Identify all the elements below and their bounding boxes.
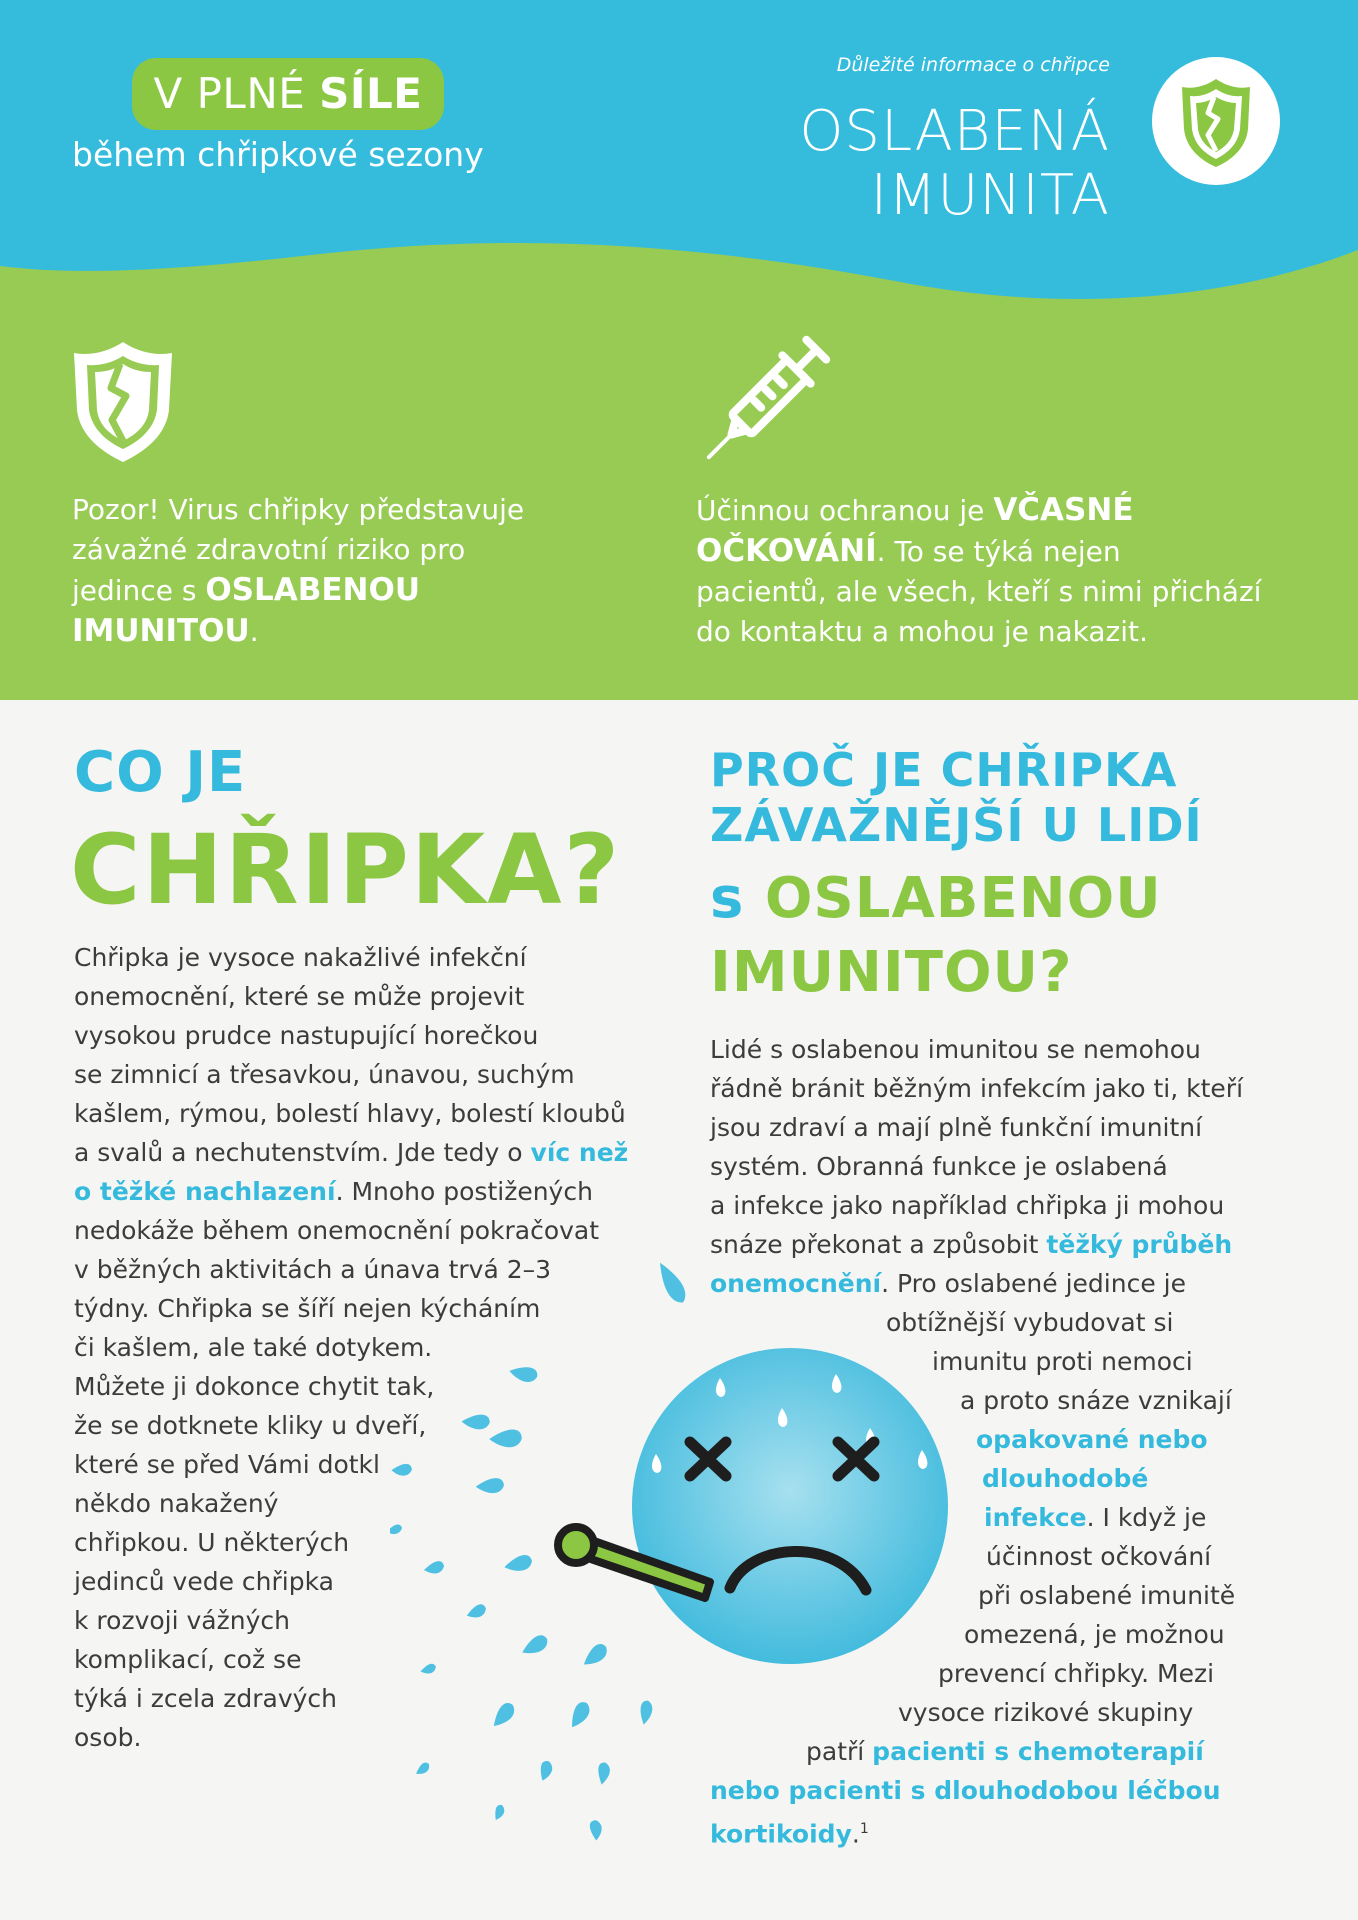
intro-right-line: pacientů, ale všech, kteří s nimi přichází xyxy=(696,575,1262,608)
body-line: komplikací, což se xyxy=(74,1645,302,1674)
badge-text: V PLNÉ xyxy=(153,69,306,118)
topic-label: Důležité informace o chřipce xyxy=(836,54,1110,76)
text: . xyxy=(249,615,259,648)
body-line: týká i zcela zdravých xyxy=(74,1684,338,1713)
section-right-heading-line-4: IMUNITOU? xyxy=(710,940,1073,1005)
emphasis: IMUNITOU xyxy=(72,613,250,649)
section-right-body xyxy=(710,1030,1243,1853)
text: Účinnou ochranou je xyxy=(696,494,994,527)
body-line: Chřipka je vysoce nakažlivé infekční xyxy=(74,943,527,972)
body-line: prevencí chřipky. Mezi xyxy=(938,1659,1215,1688)
intro-right-line: do kontaktu a mohou je nakazit. xyxy=(696,615,1148,648)
intro-left-line xyxy=(72,570,592,611)
cracked-shield-icon xyxy=(68,338,178,468)
badge-bold-text: SÍLE xyxy=(319,69,423,118)
body-line: a infekce jako například chřipka ji mohou xyxy=(710,1191,1225,1220)
emphasis: OČKOVÁNÍ xyxy=(696,533,877,569)
body-line: Lidé s oslabenou imunitou se nemohou xyxy=(710,1035,1201,1064)
title-line-1: OSLABENÁ xyxy=(799,99,1110,164)
body-line: kašlem, rýmou, bolestí hlavy, bolestí kloubů xyxy=(74,1099,626,1128)
body-line: při oslabené imunitě xyxy=(978,1581,1236,1610)
body-line: chřipkou. U některých xyxy=(74,1528,350,1557)
text: . I když je xyxy=(1086,1503,1207,1532)
text: jedince s xyxy=(72,574,206,607)
page-title xyxy=(799,100,1110,228)
intro-right-text xyxy=(696,490,1286,652)
body-line xyxy=(710,1498,1243,1537)
highlight: onemocnění xyxy=(710,1269,882,1298)
text: snáze překonat a způsobit xyxy=(710,1230,1047,1259)
section-right-heading-line-1: PROČ JE CHŘIPKA xyxy=(710,743,1178,797)
emphasis: VČASNÉ xyxy=(993,492,1134,528)
syringe-icon xyxy=(694,332,834,472)
body-line: k rozvoji vážných xyxy=(74,1606,290,1635)
body-line xyxy=(74,1172,628,1211)
intro-left-text xyxy=(72,490,592,652)
text: a svalů a nechutenstvím. Jde tedy o xyxy=(74,1138,531,1167)
highlight: víc než xyxy=(530,1138,629,1167)
body-line: někdo nakažený xyxy=(74,1489,279,1518)
body-line: onemocnění, které se může projevit xyxy=(74,982,525,1011)
body-line: jedinců vede chřipka xyxy=(74,1567,334,1596)
text: s xyxy=(710,866,765,931)
body-line: a proto snáze vznikají xyxy=(960,1386,1232,1415)
highlight: infekce xyxy=(984,1503,1087,1532)
body-line: řádně bránit běžným infekcím jako ti, kteří xyxy=(710,1074,1244,1103)
emphasis: OSLABENOU xyxy=(205,572,421,608)
title-line-2: IMUNITA xyxy=(870,163,1110,228)
body-line xyxy=(710,1771,1243,1810)
section-right-heading-line-2: ZÁVAŽNĚJŠÍ U LIDÍ xyxy=(710,798,1203,852)
intro-left-line: závažné zdravotní riziko pro xyxy=(72,533,466,566)
text: patří xyxy=(806,1737,873,1766)
body-line xyxy=(710,1732,1243,1771)
body-line: jsou zdraví a mají plně funkční imunitní xyxy=(710,1113,1203,1142)
highlight: dlouhodobé xyxy=(982,1464,1149,1493)
text: . xyxy=(851,1819,860,1849)
campaign-badge xyxy=(132,58,444,130)
section-heading-big: CHŘIPKA? xyxy=(70,814,622,926)
body-line: omezená, je možnou xyxy=(964,1620,1225,1649)
body-line: systém. Obranná funkce je oslabená xyxy=(710,1152,1168,1181)
body-line: že se dotknete kliky u dveří, xyxy=(74,1411,427,1440)
body-line: vysoce rizikové skupiny xyxy=(898,1698,1194,1727)
intro-left-line xyxy=(72,611,592,652)
highlight: nebo pacienti s dlouhodobou léčbou xyxy=(710,1776,1221,1805)
highlight: těžký průběh xyxy=(1046,1230,1233,1259)
body-line xyxy=(74,1133,628,1172)
body-line xyxy=(710,1420,1243,1459)
body-line: osob. xyxy=(74,1723,142,1752)
highlight: pacienti s chemoterapií xyxy=(872,1737,1204,1766)
text: . To se týká nejen xyxy=(876,535,1121,568)
body-line: vysokou prudce nastupující horečkou xyxy=(74,1021,539,1050)
body-line xyxy=(710,1264,1243,1303)
highlight: opakované nebo xyxy=(976,1425,1208,1454)
intro-left-line: Pozor! Virus chřipky představuje xyxy=(72,493,525,526)
body-line: obtížnější vybudovat si xyxy=(886,1308,1174,1337)
section-right-heading-line-3 xyxy=(710,866,1162,931)
body-line xyxy=(710,1225,1243,1264)
body-line xyxy=(710,1810,1243,1853)
highlight: o těžké nachlazení xyxy=(74,1177,336,1206)
body-line: nedokáže během onemocnění pokračovat xyxy=(74,1216,600,1245)
logo xyxy=(1152,57,1280,185)
campaign-subtitle: během chřipkové sezony xyxy=(72,135,484,174)
body-line: v běžných aktivitách a únava trvá 2–3 xyxy=(74,1255,552,1284)
body-line: účinnost očkování xyxy=(986,1542,1212,1571)
text: . Pro oslabené jedince je xyxy=(881,1269,1186,1298)
footnote-ref: 1 xyxy=(859,1821,869,1837)
body-line: či kašlem, ale také dotykem. xyxy=(74,1333,433,1362)
intro-right-line xyxy=(696,531,1286,572)
cracked-shield-icon xyxy=(1152,57,1280,185)
section-heading-small: CO JE xyxy=(74,740,247,805)
highlight: kortikoidy xyxy=(710,1819,852,1849)
body-line: imunitu proti nemoci xyxy=(932,1347,1193,1376)
text: . Mnoho postižených xyxy=(335,1177,593,1206)
body-line: se zimnicí a třesavkou, únavou, suchým xyxy=(74,1060,575,1089)
body-line: které se před Vámi dotkl xyxy=(74,1450,380,1479)
body-line: týdny. Chřipka se šíří nejen kýcháním xyxy=(74,1294,541,1323)
text: OSLABENOU xyxy=(764,866,1162,931)
body-line: Můžete ji dokonce chytit tak, xyxy=(74,1372,435,1401)
intro-right-line xyxy=(696,490,1286,531)
body-line xyxy=(710,1459,1243,1498)
